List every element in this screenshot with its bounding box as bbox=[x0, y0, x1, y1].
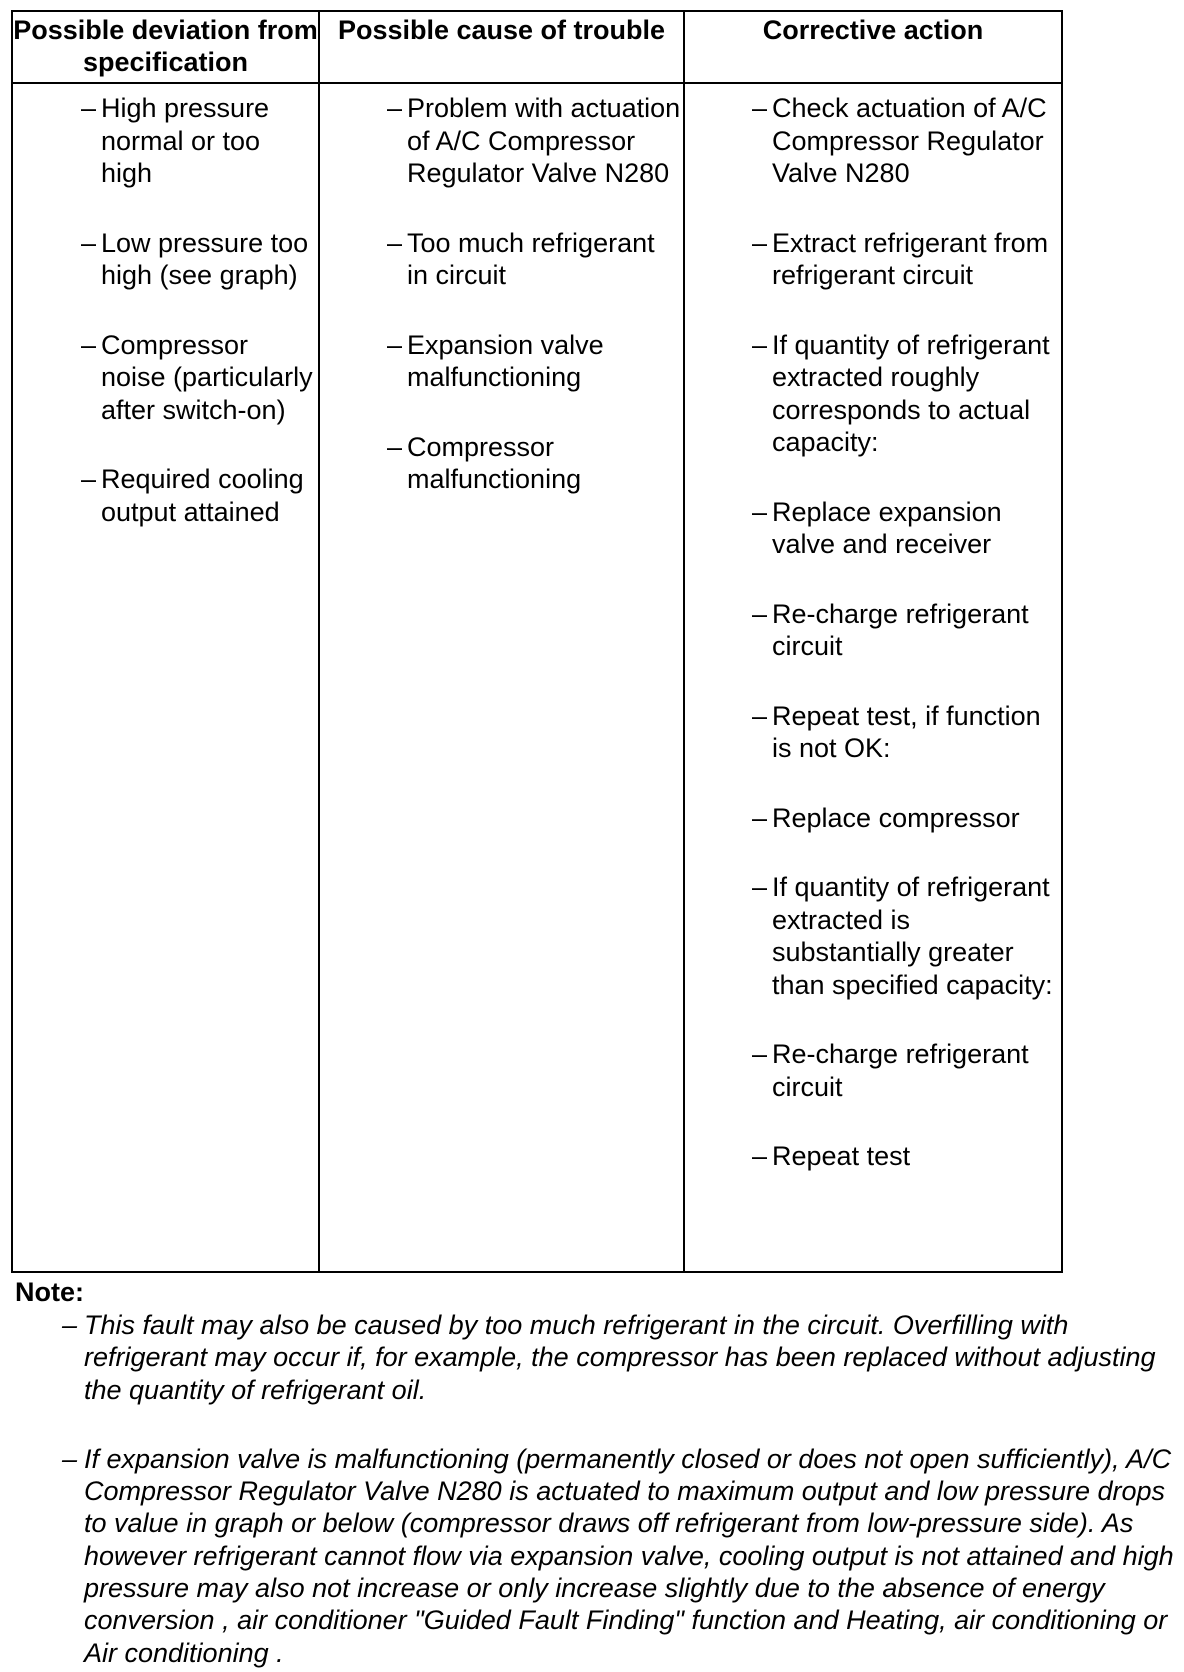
note-text: If expansion valve is malfunctioning (permanently closed or does not open sufficiently), A/C Compressor Regulator Valve N280 is actuated to maximum output and low pressure drops to value in graph or below (compressor draws off refrigerant from low-pressure side). As however refrigerant cannot flow via expansion valve, cooling output is not attained and high pressure may also not increase or only increase slightly due to the absence of energy conversion , air conditioner "Guided Fault Finding" function and Heating, air conditioning or Air conditioning . bbox=[84, 1443, 1174, 1668]
deviation-text: Compressor noise (particularly after switch-on) bbox=[101, 329, 313, 425]
bullet-dash: – bbox=[62, 1310, 78, 1340]
troubleshooting-table bbox=[11, 10, 1063, 1273]
bullet-dash: – bbox=[387, 227, 403, 258]
table-header-row bbox=[12, 11, 1062, 83]
action-text: If quantity of refrigerant extracted roughly corresponds to actual capacity: bbox=[772, 329, 1050, 457]
header-corrective-action: Corrective action bbox=[684, 11, 1062, 83]
bullet-dash: – bbox=[752, 1039, 768, 1069]
bullet-dash: – bbox=[752, 872, 768, 902]
bullet-dash: – bbox=[752, 598, 768, 629]
cause-text: Problem with actuation of A/C Compressor Regulator Valve N280 bbox=[407, 93, 681, 188]
note-list bbox=[62, 1309, 1175, 1669]
action-text: If quantity of refrigerant extracted is substantially greater than specified capacity: bbox=[772, 872, 1053, 1000]
bullet-dash: – bbox=[81, 464, 97, 494]
bullet-dash: – bbox=[81, 227, 97, 258]
note-heading: Note: bbox=[15, 1277, 84, 1307]
list-item bbox=[752, 598, 1059, 663]
bullet-dash: – bbox=[387, 431, 403, 462]
list-item bbox=[387, 329, 681, 394]
action-text: Extract refrigerant from refrigerant circuit bbox=[772, 227, 1049, 290]
note-section bbox=[15, 1276, 1175, 1669]
list-item bbox=[81, 329, 314, 427]
deviation-text: Low pressure too high (see graph) bbox=[101, 227, 309, 290]
list-item bbox=[62, 1443, 1175, 1669]
bullet-dash: – bbox=[752, 93, 768, 123]
bullet-dash: – bbox=[81, 329, 97, 360]
action-text: Repeat test bbox=[772, 1141, 911, 1171]
list-item bbox=[752, 871, 1059, 1001]
bullet-dash: – bbox=[752, 1141, 768, 1171]
list-item bbox=[752, 329, 1059, 459]
list-item bbox=[752, 1038, 1059, 1103]
list-item bbox=[752, 1140, 1059, 1173]
action-text: Repeat test, if function is not OK: bbox=[772, 700, 1041, 763]
list-item bbox=[387, 92, 681, 190]
bullet-dash: – bbox=[752, 802, 768, 833]
cause-text: Expansion valve malfunctioning bbox=[407, 329, 604, 392]
action-list bbox=[752, 92, 1059, 1173]
list-item bbox=[752, 92, 1059, 190]
deviation-cell bbox=[12, 83, 319, 1272]
cause-list bbox=[387, 92, 681, 496]
list-item bbox=[752, 700, 1059, 765]
bullet-dash: – bbox=[752, 700, 768, 731]
cause-text: Compressor malfunctioning bbox=[407, 431, 582, 494]
bullet-dash: – bbox=[387, 93, 403, 123]
list-item bbox=[387, 227, 681, 292]
list-item bbox=[81, 92, 314, 190]
cause-text: Too much refrigerant in circuit bbox=[407, 227, 655, 290]
action-text: Re-charge refrigerant circuit bbox=[772, 598, 1029, 661]
deviation-list bbox=[81, 92, 314, 528]
bullet-dash: – bbox=[62, 1443, 78, 1474]
deviation-text: Required cooling output attained bbox=[101, 464, 304, 527]
header-cause: Possible cause of trouble bbox=[319, 11, 684, 83]
bullet-dash: – bbox=[387, 329, 403, 360]
deviation-text: High pressure normal or too high bbox=[101, 93, 270, 188]
header-deviation: Possible deviation from specification bbox=[12, 11, 319, 83]
table-body-row bbox=[12, 83, 1062, 1272]
list-item bbox=[62, 1309, 1175, 1406]
bullet-dash: – bbox=[752, 496, 768, 527]
action-text: Check actuation of A/C Compressor Regulator Valve N280 bbox=[772, 93, 1047, 188]
list-item bbox=[81, 227, 314, 292]
bullet-dash: – bbox=[752, 329, 768, 360]
action-text: Replace expansion valve and receiver bbox=[772, 496, 1002, 559]
list-item bbox=[387, 431, 681, 496]
action-text: Replace compressor bbox=[772, 802, 1020, 833]
list-item bbox=[81, 463, 314, 528]
list-item bbox=[752, 227, 1059, 292]
list-item bbox=[752, 496, 1059, 561]
note-text: This fault may also be caused by too much refrigerant in the circuit. Overfilling with refrigerant may occur if, for example, the compressor has been replaced without adjusting the quantity of refrigerant oil. bbox=[84, 1310, 1156, 1405]
bullet-dash: – bbox=[752, 227, 768, 258]
cause-cell bbox=[319, 83, 684, 1272]
bullet-dash: – bbox=[81, 93, 97, 123]
list-item bbox=[752, 802, 1059, 835]
action-cell bbox=[684, 83, 1062, 1272]
action-text: Re-charge refrigerant circuit bbox=[772, 1039, 1029, 1102]
